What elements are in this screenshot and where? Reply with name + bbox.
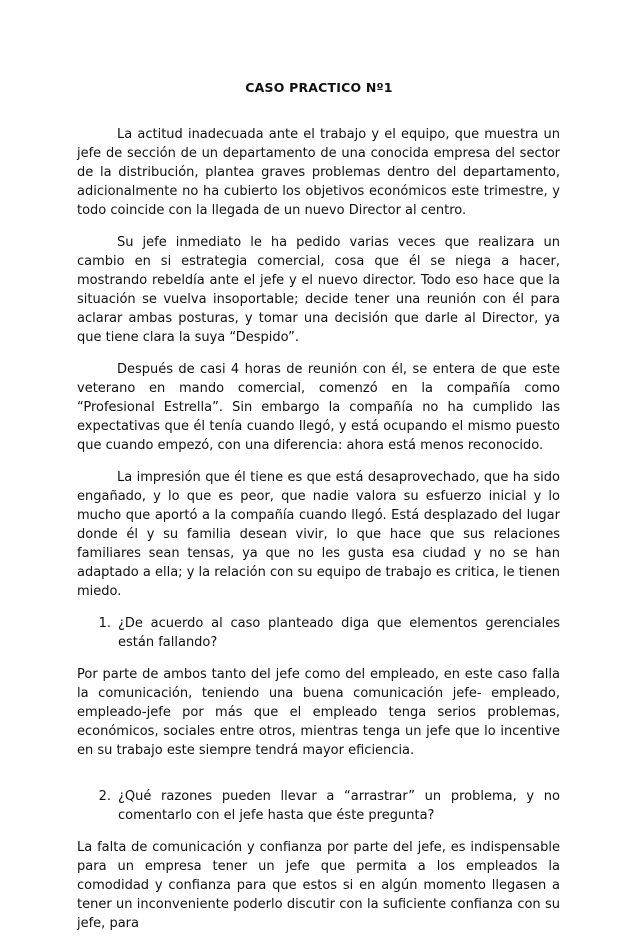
question-number: 2. [98, 789, 111, 804]
paragraph: Después de casi 4 horas de reunión con él, se entera de que este veterano en mando comercial, comenzó en la compañía como “Profesional Estrella”. Sin embargo la compañía no ha cumplido las expectativas que él tenía cuando llegó, y está ocupando el mismo puesto que cuando empezó, con una diferencia: ahora está menos reconocido. [77, 362, 560, 453]
question-text: ¿Qué razones pueden llevar a “arrastrar” un problema, y no comentarlo con el jefe hasta que éste pregunta? [118, 789, 560, 823]
question-item [77, 787, 560, 825]
document-body [77, 125, 560, 946]
spacer [77, 773, 560, 787]
answer-paragraph: La falta de comunicación y confianza por parte del jefe, es indispensable para un empresa tener un jefe que permita a los empleados la comodidad y confianza para que estos si en algún momento llegasen a tener un inconveniente poderlo discutir con la suficiente confianza con su jefe, para [77, 840, 560, 931]
answer-paragraph: Por parte de ambos tanto del jefe como del empleado, en este caso falla la comunicación, teniendo una buena comunicación jefe- empleado, empleado-jefe por más que el empleado tenga serios problemas, económicos, sociales entre otros, mientras tenga un jefe que lo incentive en su trabajo este siempre tendrá mayor eficiencia. [77, 667, 560, 758]
paragraph: Su jefe inmediato le ha pedido varias veces que realizara un cambio en si estrategia comercial, cosa que él se niega a hacer, mostrando rebeldía ante el jefe y el nuevo director. Todo eso hace que la situación se vuelva insoportable; decide tener una reunión con él para aclarar ambas posturas, y tomar una decisión que darle al Director, ya que tiene clara la suya “Despido”. [77, 235, 560, 345]
question-item [77, 614, 560, 652]
document-title: CASO PRACTICO Nº1 [245, 80, 393, 95]
question-text: ¿De acuerdo al caso planteado diga que elementos gerenciales están fallando? [118, 616, 560, 650]
question-number: 1. [98, 616, 111, 631]
paragraph: La actitud inadecuada ante el trabajo y el equipo, que muestra un jefe de sección de un departamento de una conocida empresa del sector de la distribución, plantea graves problemas dentro del departamento, adicionalmente no ha cubierto los objetivos económicos este trimestre, y todo coincide con la llegada de un nuevo Director al centro. [77, 127, 560, 218]
paragraph: La impresión que él tiene es que está desaprovechado, que ha sido engañado, y lo que es peor, que nadie valora su esfuerzo inicial y lo mucho que aportó a la compañía cuando llegó. Está desplazado del lugar donde él y su familia desean vivir, lo que hace que sus relaciones familiares sean tensas, ya que no les gusta esa ciudad y no se han adaptado a ella; y la relación con su equipo de trabajo es critica, le tienen miedo. [77, 470, 560, 599]
